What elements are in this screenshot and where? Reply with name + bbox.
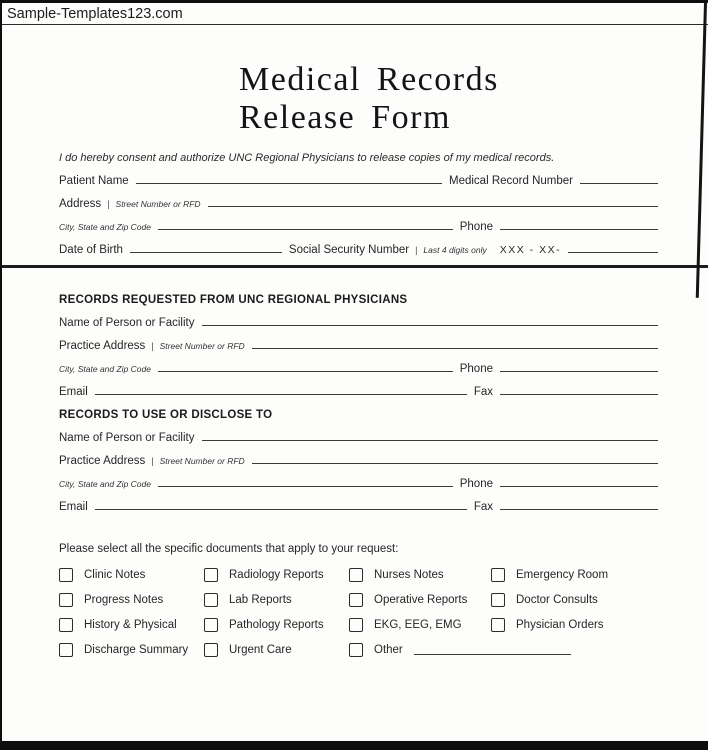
- doc-option-emergency-room: [491, 568, 658, 582]
- practice-address-line-1[interactable]: [252, 345, 658, 349]
- email-fax-row-2: [59, 501, 658, 513]
- patient-name-label: Patient Name: [59, 175, 129, 188]
- doc-label: Progress Notes: [84, 593, 164, 606]
- doc-label: Radiology Reports: [229, 568, 324, 581]
- checkbox-ekg-eeg-emg[interactable]: [349, 618, 363, 632]
- doc-label: Urgent Care: [229, 643, 292, 656]
- doc-label: Lab Reports: [229, 593, 292, 606]
- form-title-line-2: Release Form: [239, 99, 451, 137]
- form-title: [239, 61, 658, 137]
- email-line-2[interactable]: [95, 506, 467, 510]
- checkbox-other[interactable]: [349, 643, 363, 657]
- pipe-separator: |: [151, 455, 154, 466]
- dob-ssn-row: [59, 244, 658, 256]
- section-divider: [2, 265, 708, 268]
- checkbox-physician-orders[interactable]: [491, 618, 505, 632]
- scan-bottom-edge: [2, 741, 708, 750]
- checkbox-emergency-room[interactable]: [491, 568, 505, 582]
- city-state-zip-label-2: City, State and Zip Code: [59, 478, 151, 489]
- form-title-line-1: Medical Records: [239, 61, 499, 98]
- checkbox-clinic-notes[interactable]: [59, 568, 73, 582]
- checkbox-nurses-notes[interactable]: [349, 568, 363, 582]
- checkbox-radiology-reports[interactable]: [204, 568, 218, 582]
- city-state-zip-label-1: City, State and Zip Code: [59, 363, 151, 374]
- phone-line-2[interactable]: [500, 483, 658, 487]
- facility-name-line-2[interactable]: [202, 437, 659, 441]
- city-state-zip-line-2[interactable]: [158, 483, 453, 487]
- doc-option-nurses-notes: [349, 568, 491, 582]
- facility-name-line-1[interactable]: [202, 322, 659, 326]
- doc-option-discharge-summary: [59, 643, 204, 657]
- phone-label-1: Phone: [459, 362, 493, 375]
- doc-label: Clinic Notes: [84, 568, 146, 581]
- practice-address-label-1: Practice Address: [59, 339, 146, 352]
- checkbox-urgent-care[interactable]: [204, 643, 218, 657]
- facility-name-label-2: Name of Person or Facility: [59, 431, 195, 444]
- doc-option-other: [349, 643, 658, 657]
- doc-option-history-physical: [59, 618, 204, 632]
- doc-label: Doctor Consults: [516, 593, 598, 606]
- doc-option-lab-reports: [204, 593, 349, 607]
- phone-line[interactable]: [500, 226, 658, 230]
- fax-label-1: Fax: [473, 385, 493, 398]
- documents-checkbox-grid: [59, 568, 658, 657]
- date-of-birth-label: Date of Birth: [59, 244, 123, 257]
- facility-name-label-1: Name of Person or Facility: [59, 316, 195, 329]
- documents-prompt: Please select all the specific documents that apply to your request:: [59, 542, 399, 555]
- doc-label: Discharge Summary: [84, 643, 189, 656]
- pipe-separator: |: [415, 245, 418, 256]
- other-line[interactable]: [414, 651, 571, 655]
- checkbox-history-physical[interactable]: [59, 618, 73, 632]
- ssn-label: Social Security Number: [288, 244, 410, 257]
- doc-option-ekg-eeg-emg: [349, 618, 491, 632]
- ssn-mask: XXX - XX-: [499, 244, 562, 257]
- doc-label: EKG, EEG, EMG: [374, 618, 462, 631]
- doc-option-radiology-reports: [204, 568, 349, 582]
- watermark-header: [2, 3, 708, 25]
- phone-label-2: Phone: [459, 477, 493, 490]
- doc-option-clinic-notes: [59, 568, 204, 582]
- consent-statement: I do hereby consent and authorize UNC Regional Physicians to release copies of my medical records.: [59, 152, 555, 165]
- email-line-1[interactable]: [95, 391, 467, 395]
- email-label-2: Email: [59, 500, 88, 513]
- fax-line-2[interactable]: [500, 506, 658, 510]
- address-line[interactable]: [208, 203, 658, 207]
- section-heading-use-or-disclose: RECORDS TO USE OR DISCLOSE TO: [59, 408, 273, 421]
- doc-option-physician-orders: [491, 618, 658, 632]
- city-state-zip-label: City, State and Zip Code: [59, 222, 151, 233]
- doc-label: Emergency Room: [516, 568, 609, 581]
- address-hint: Street Number or RFD: [115, 199, 201, 210]
- practice-address-hint-1: Street Number or RFD: [159, 340, 245, 351]
- medical-record-number-label: Medical Record Number: [449, 175, 573, 188]
- checkbox-lab-reports[interactable]: [204, 593, 218, 607]
- practice-address-hint-2: Street Number or RFD: [159, 455, 245, 466]
- date-of-birth-line[interactable]: [130, 249, 282, 253]
- practice-address-row-2: [59, 455, 658, 467]
- doc-label: Physician Orders: [516, 618, 604, 631]
- checkbox-doctor-consults[interactable]: [491, 593, 505, 607]
- fax-line-1[interactable]: [500, 391, 658, 395]
- city-state-zip-line[interactable]: [158, 226, 453, 230]
- ssn-line[interactable]: [568, 249, 658, 253]
- section-heading-records-requested: RECORDS REQUESTED FROM UNC REGIONAL PHYSICIANS: [59, 293, 408, 306]
- doc-option-pathology-reports: [204, 618, 349, 632]
- patient-name-row: [59, 175, 658, 187]
- ssn-hint: Last 4 digits only: [423, 245, 487, 256]
- practice-address-row-1: [59, 340, 658, 352]
- city-phone-row-2: [59, 478, 658, 490]
- fax-label-2: Fax: [473, 500, 493, 513]
- doc-label: Pathology Reports: [229, 618, 324, 631]
- facility-name-row-2: [59, 432, 658, 444]
- doc-label: Nurses Notes: [374, 568, 444, 581]
- city-state-zip-line-1[interactable]: [158, 368, 453, 372]
- practice-address-label-2: Practice Address: [59, 454, 146, 467]
- checkbox-progress-notes[interactable]: [59, 593, 73, 607]
- checkbox-pathology-reports[interactable]: [204, 618, 218, 632]
- doc-option-progress-notes: [59, 593, 204, 607]
- city-phone-row-1: [59, 363, 658, 375]
- address-label: Address: [59, 198, 102, 211]
- pipe-separator: |: [151, 340, 154, 351]
- phone-line-1[interactable]: [500, 368, 658, 372]
- address-row: [59, 198, 658, 210]
- checkbox-discharge-summary[interactable]: [59, 643, 73, 657]
- patient-name-line[interactable]: [136, 180, 442, 184]
- doc-label: Operative Reports: [374, 593, 468, 606]
- practice-address-line-2[interactable]: [252, 460, 658, 464]
- facility-name-row-1: [59, 317, 658, 329]
- pipe-separator: |: [107, 199, 110, 210]
- doc-option-operative-reports: [349, 593, 491, 607]
- doc-option-doctor-consults: [491, 593, 658, 607]
- site-watermark: Sample-Templates123.com: [7, 6, 183, 22]
- doc-label: Other: [374, 643, 403, 656]
- city-phone-row: [59, 221, 658, 233]
- email-label-1: Email: [59, 385, 88, 398]
- checkbox-operative-reports[interactable]: [349, 593, 363, 607]
- medical-record-number-line[interactable]: [580, 180, 658, 184]
- phone-label: Phone: [459, 221, 493, 234]
- doc-label: History & Physical: [84, 618, 177, 631]
- email-fax-row-1: [59, 386, 658, 398]
- doc-option-urgent-care: [204, 643, 349, 657]
